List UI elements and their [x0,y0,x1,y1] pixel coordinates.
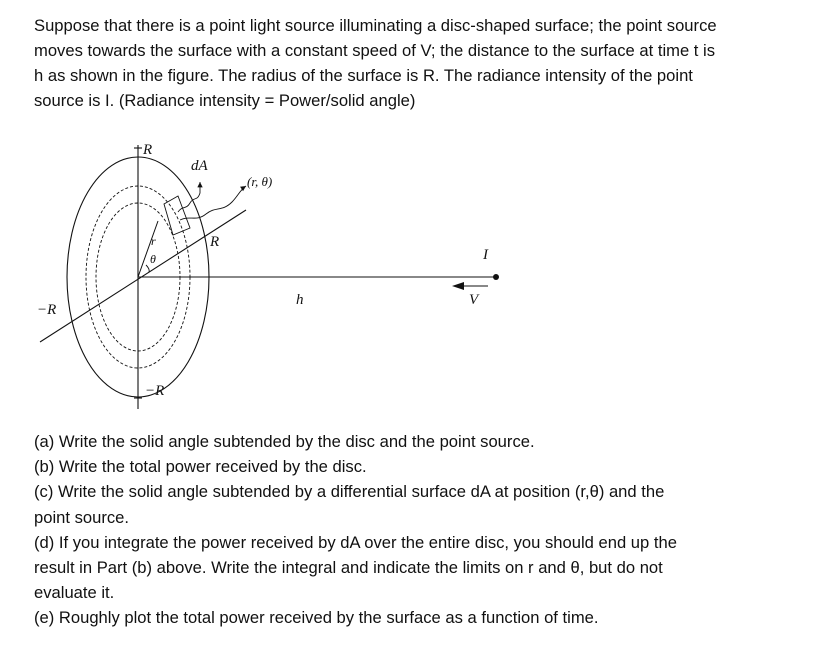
label-h: h [296,292,304,308]
label-r: r [151,234,156,248]
intro-line: moves towards the surface with a constant speed of V; the distance to the surface at time t is [34,41,715,60]
question-line: (c) Write the solid angle subtended by a differential surface dA at position (r,θ) and the [34,482,665,502]
theta-arc [146,265,149,272]
label-theta: θ [150,252,156,266]
intro-line: source is I. (Radiance intensity = Power/solid angle) [34,91,416,110]
intro-line: Suppose that there is a point light source illuminating a disc-shaped surface; the point source [34,16,717,35]
label-minus-R-left: −R [37,302,57,318]
question-line: (e) Roughly plot the total power received by the surface as a function of time. [34,608,599,628]
label-R-diagonal: R [210,234,220,250]
question-line: (a) Write the solid angle subtended by the disc and the point source. [34,432,535,451]
label-I: I [483,247,488,263]
question-list [34,429,814,631]
question-line: evaluate it. [34,583,115,603]
diagonal-axis [40,210,246,342]
question-line: (b) Write the total power received by the disc. [34,457,367,477]
question-line: result in Part (b) above. Write the integral and indicate the limits on r and θ, but do not [34,558,663,578]
velocity-arrowhead [452,282,464,290]
label-minus-R-bottom: −R [145,383,165,399]
question-line: (d) If you integrate the power received by dA over the entire disc, you should end up the [34,532,677,552]
label-dA: dA [191,158,208,174]
label-V: V [469,292,479,308]
dA-leader-wavy [178,182,200,212]
label-R-top: R [143,142,153,158]
question-line: point source. [34,507,130,527]
point-source-dot [493,274,499,280]
intro-line: h as shown in the figure. The radius of the surface is R. The radiance intensity of the point [34,66,693,85]
differential-area-patch [164,196,190,235]
label-r-theta: (r, θ) [247,174,273,189]
